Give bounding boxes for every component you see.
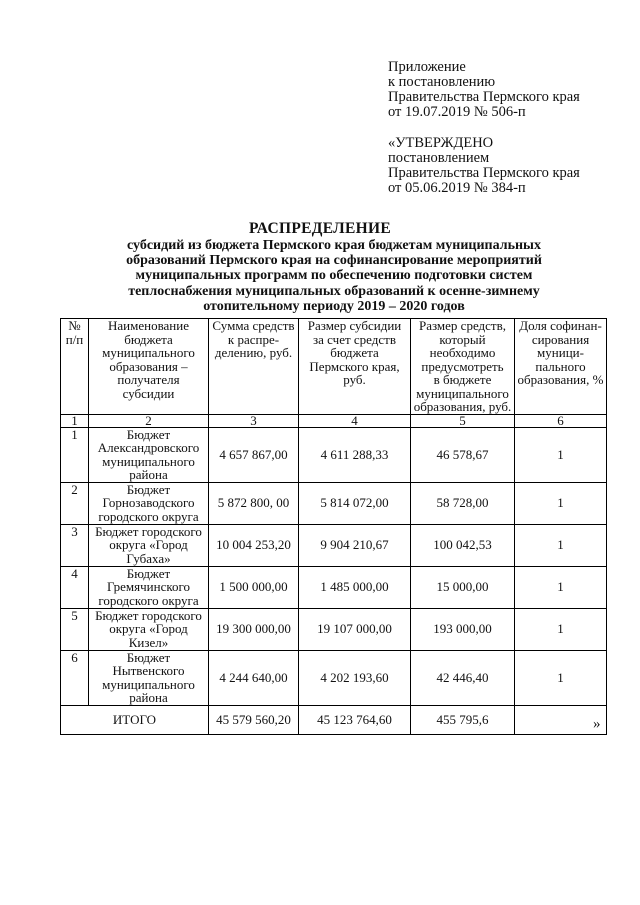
- subsidy-amount: 4 611 288,33: [299, 427, 411, 482]
- cofinancing-share: 1: [515, 427, 607, 482]
- header-cell: Размер средств, который необходимо предусмотреть в бюджете муниципального образования, руб.: [411, 319, 515, 415]
- document-subtitle: [100, 238, 568, 314]
- budget-name: Бюджет Гремячинского городского округа: [89, 566, 209, 608]
- table-header-row: [61, 319, 607, 415]
- table-row: [61, 566, 607, 608]
- municipal-amount: 455 795,6: [411, 705, 515, 734]
- cofinancing-share: 1: [515, 482, 607, 524]
- table-row: [61, 608, 607, 650]
- budget-name: Бюджет городского округа «Город Губаха»: [89, 524, 209, 566]
- appendix-line: Правительства Пермского края: [388, 89, 580, 105]
- subsidy-amount: 45 123 764,60: [299, 705, 411, 734]
- total-amount: 4 657 867,00: [209, 427, 299, 482]
- budget-name: Бюджет Александровского муниципального района: [89, 427, 209, 482]
- document-title: РАСПРЕДЕЛЕНИЕ: [249, 220, 391, 237]
- subsidy-amount: 4 202 193,60: [299, 650, 411, 705]
- municipal-amount: 46 578,67: [411, 427, 515, 482]
- column-index-row: [61, 414, 607, 427]
- subsidy-amount: 5 814 072,00: [299, 482, 411, 524]
- cofinancing-share: 1: [515, 566, 607, 608]
- row-number: 3: [61, 524, 89, 566]
- header-cell: Наименование бюджета муниципального образования – получателя субсидии: [89, 319, 209, 415]
- municipal-amount: 42 446,40: [411, 650, 515, 705]
- total-amount: 4 244 640,00: [209, 650, 299, 705]
- subtitle-line: субсидий из бюджета Пермского края бюджетам муниципальных: [127, 238, 541, 253]
- column-index: 5: [411, 414, 515, 427]
- header-cell: Сумма средств к распре- делению, руб.: [209, 319, 299, 415]
- total-amount: 5 872 800, 00: [209, 482, 299, 524]
- budget-name: Бюджет Нытвенского муниципального района: [89, 650, 209, 705]
- column-index: 4: [299, 414, 411, 427]
- table-row: [61, 650, 607, 705]
- cofinancing-share: 1: [515, 524, 607, 566]
- appendix-line: Приложение: [388, 59, 466, 75]
- total-amount: 45 579 560,20: [209, 705, 299, 734]
- row-number: 6: [61, 650, 89, 705]
- appendix-note: [388, 60, 580, 120]
- municipal-amount: 15 000,00: [411, 566, 515, 608]
- subtitle-line: отопительному периоду 2019 – 2020 годов: [203, 298, 465, 314]
- municipal-amount: 100 042,53: [411, 524, 515, 566]
- closing-quote: »: [593, 716, 601, 732]
- cofinancing-share: 1: [515, 650, 607, 705]
- table-row: [61, 524, 607, 566]
- table-row: [61, 482, 607, 524]
- approval-line: постановлением: [388, 150, 490, 166]
- budget-name: Бюджет городского округа «Город Кизел»: [89, 608, 209, 650]
- subsidy-amount: 19 107 000,00: [299, 608, 411, 650]
- header-cell: Доля софинан- сирования муници- пального образования, %: [515, 319, 607, 415]
- municipal-amount: 193 000,00: [411, 608, 515, 650]
- header-cell: Размер субсидии за счет средств бюджета Пермского края, руб.: [299, 319, 411, 415]
- subsidy-amount: 9 904 210,67: [299, 524, 411, 566]
- approval-note: [388, 136, 580, 196]
- cofinancing-share: 1: [515, 608, 607, 650]
- approval-line: «УТВЕРЖДЕНО: [388, 135, 494, 151]
- table-row: [61, 427, 607, 482]
- row-number: 2: [61, 482, 89, 524]
- column-index: 1: [61, 414, 89, 427]
- municipal-amount: 58 728,00: [411, 482, 515, 524]
- row-number: 5: [61, 608, 89, 650]
- row-number: 4: [61, 566, 89, 608]
- appendix-line: к постановлению: [388, 74, 496, 90]
- subsidy-amount: 1 485 000,00: [299, 566, 411, 608]
- column-index: 6: [515, 414, 607, 427]
- approval-line: Правительства Пермского края: [388, 165, 580, 181]
- distribution-table: [60, 318, 607, 735]
- total-amount: 1 500 000,00: [209, 566, 299, 608]
- approval-line: от 05.06.2019 № 384-п: [388, 180, 526, 196]
- subtitle-line: образований Пермского края на софинансирование мероприятий: [126, 253, 542, 269]
- column-index: 2: [89, 414, 209, 427]
- subtitle-line: муниципальных программ по обеспечению подготовки систем: [135, 268, 533, 284]
- total-amount: 19 300 000,00: [209, 608, 299, 650]
- header-cell: № п/п: [61, 319, 89, 415]
- total-row: [61, 705, 607, 734]
- subtitle-line: теплоснабжения муниципальных образований к осенне-зимнему: [128, 283, 540, 299]
- column-index: 3: [209, 414, 299, 427]
- appendix-line: от 19.07.2019 № 506-п: [388, 104, 526, 120]
- total-label: ИТОГО: [61, 705, 209, 734]
- budget-name: Бюджет Горнозаводского городского округа: [89, 482, 209, 524]
- row-number: 1: [61, 427, 89, 482]
- total-amount: 10 004 253,20: [209, 524, 299, 566]
